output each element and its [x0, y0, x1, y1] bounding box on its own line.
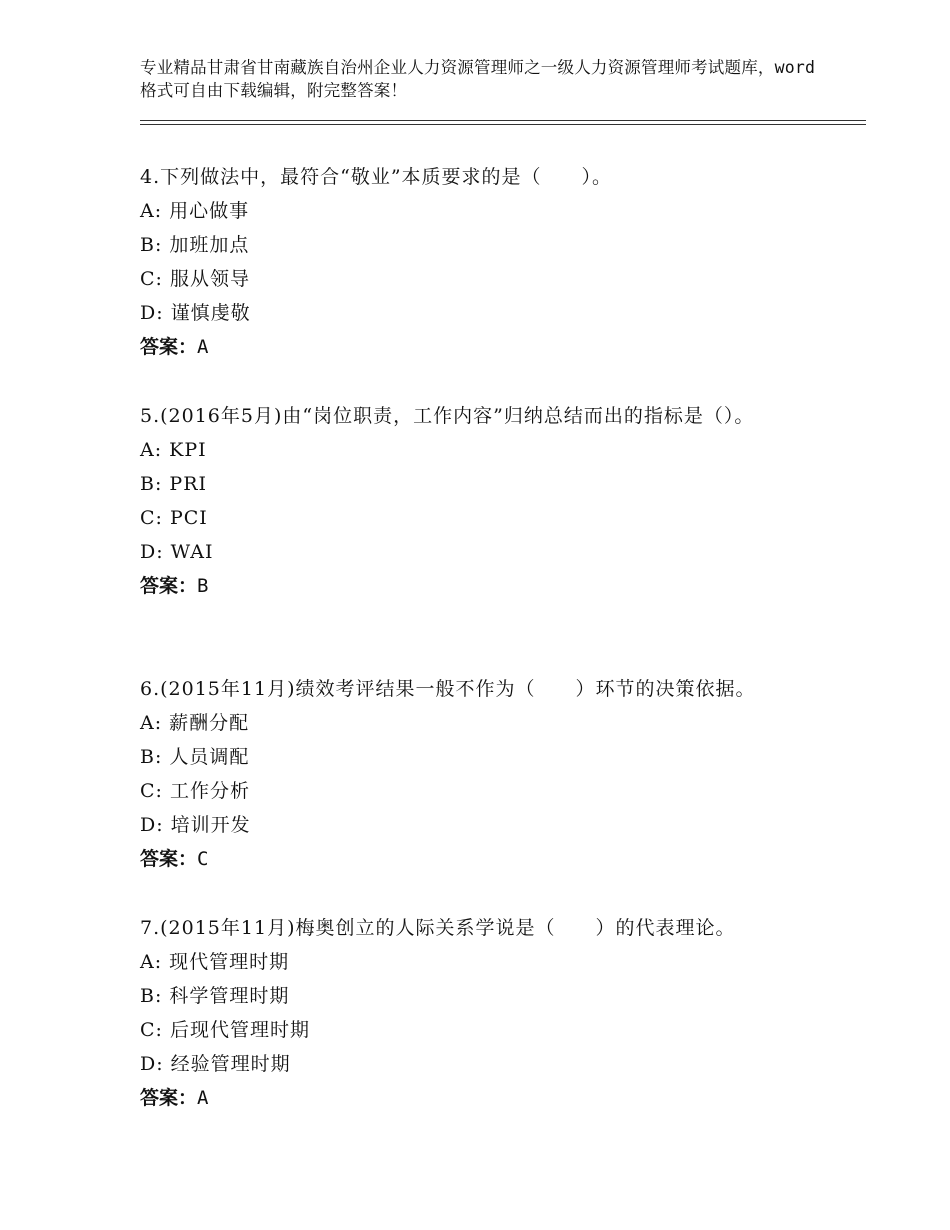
answer-label: 答案： [140, 336, 198, 358]
answer-line [140, 842, 840, 876]
option-c: C: 工作分析 [140, 780, 250, 802]
answer-value: B [197, 575, 209, 597]
option-d: D: WAI [140, 541, 214, 563]
option-b: B: 人员调配 [140, 746, 250, 768]
option-b: B: 科学管理时期 [140, 985, 290, 1007]
header-divider-bottom [140, 124, 866, 125]
answer-value: A [197, 336, 209, 358]
answer-label: 答案： [140, 1087, 198, 1109]
question-6 [140, 672, 840, 876]
question-stem: 7.(2015年11月)梅奥创立的人际关系学说是（ ）的代表理论。 [140, 917, 736, 939]
answer-value: A [197, 1087, 209, 1109]
option-d: D: 谨慎虔敬 [140, 302, 251, 324]
question-4 [140, 160, 840, 364]
document-header: 专业精品甘肃省甘南藏族自治州企业人力资源管理师之一级人力资源管理师考试题库，word格式可自由下载编辑，附完整答案！ [140, 58, 816, 100]
option-c: C: 服从领导 [140, 268, 250, 290]
option-c: C: PCI [140, 507, 208, 529]
option-d: D: 经验管理时期 [140, 1053, 291, 1075]
answer-label: 答案： [140, 848, 198, 870]
answer-label: 答案： [140, 575, 198, 597]
option-b: B: PRI [140, 473, 207, 495]
question-stem: 6.(2015年11月)绩效考评结果一般不作为（ ）环节的决策依据。 [140, 678, 756, 700]
option-a: A: KPI [140, 439, 207, 461]
option-d: D: 培训开发 [140, 814, 251, 836]
option-a: A: 现代管理时期 [140, 951, 290, 973]
answer-line [140, 569, 780, 603]
answer-line [140, 1081, 840, 1115]
answer-line [140, 330, 840, 364]
option-c: C: 后现代管理时期 [140, 1019, 310, 1041]
option-a: A: 用心做事 [140, 200, 250, 222]
answer-value: C [197, 848, 209, 870]
question-5 [140, 399, 780, 603]
question-stem: 5.(2016年5月)由“岗位职责，工作内容”归纳总结而出的指标是（）。 [140, 405, 755, 427]
question-7 [140, 911, 840, 1115]
header-divider-top [140, 120, 866, 121]
option-a: A: 薪酬分配 [140, 712, 250, 734]
option-b: B: 加班加点 [140, 234, 250, 256]
question-stem: 4.下列做法中，最符合“敬业”本质要求的是（ ）。 [140, 166, 613, 188]
